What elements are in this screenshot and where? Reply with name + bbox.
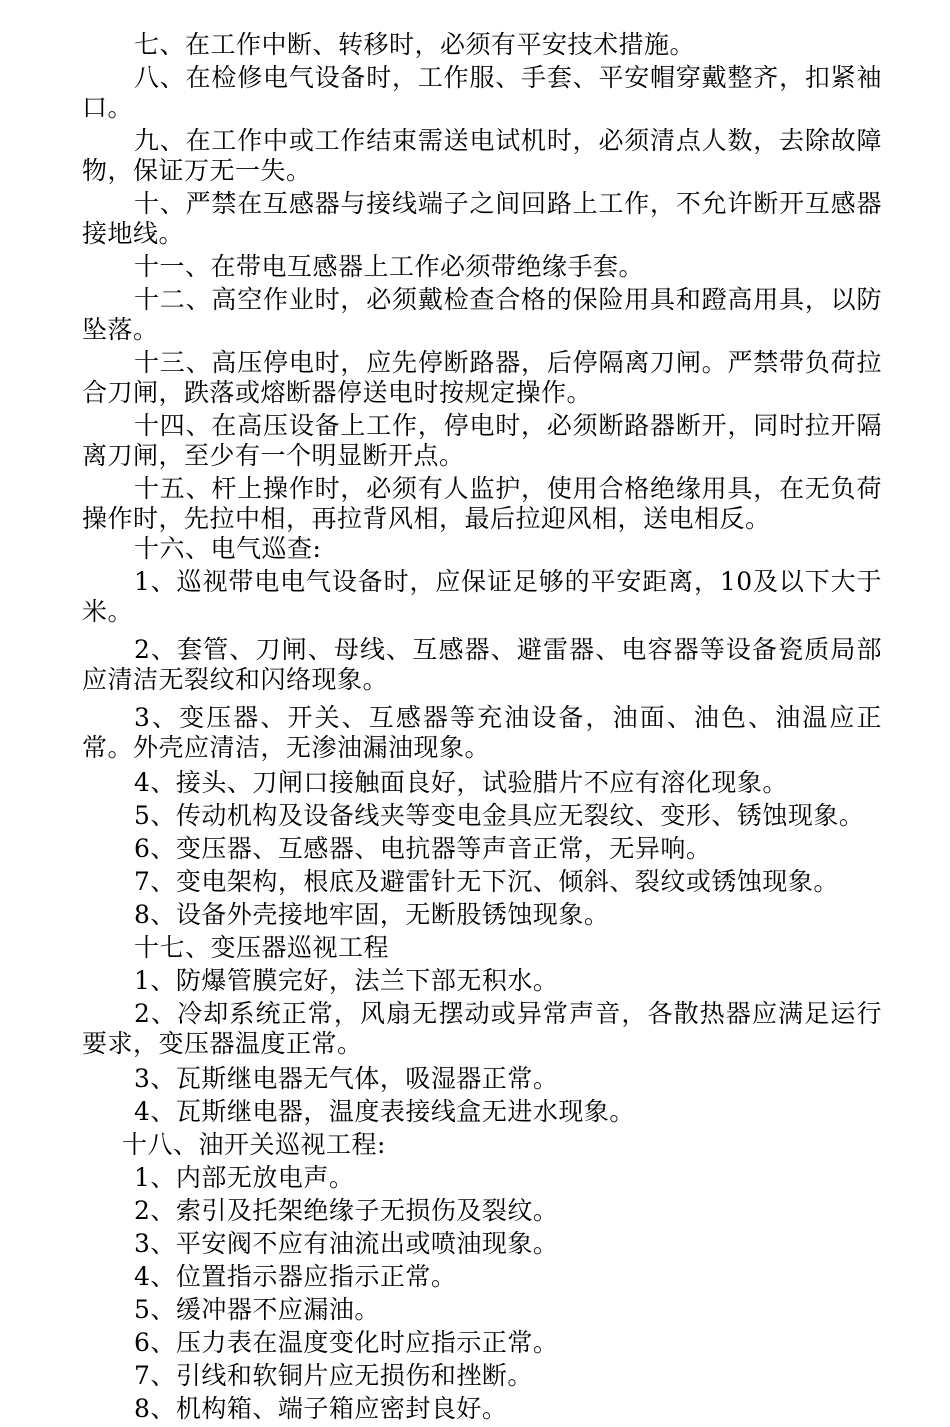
paragraph-11: 十一、在带电互感器上工作必须带绝缘手套。 (134, 252, 645, 281)
inspection-item-2: 2、套管、刀闸、母线、互感器、避雷器、电容器等设备瓷质局部应清洁无裂纹和闪络现象。 (82, 635, 882, 694)
inspection-item-3: 3、变压器、开关、互感器等充油设备，油面、油色、油温应正常。外壳应清洁，无渗油漏油现象。 (82, 703, 882, 762)
switch-item-1: 1、内部无放电声。 (134, 1163, 355, 1192)
paragraph-12: 十二、高空作业时，必须戴检查合格的保险用具和蹬高用具，以防坠落。 (82, 285, 882, 344)
inspection-item-8: 8、设备外壳接地牢固，无断股锈蚀现象。 (134, 900, 610, 929)
paragraph-9: 九、在工作中或工作结束需送电试机时，必须清点人数，去除故障物，保证万无一失。 (82, 126, 882, 185)
switch-item-3: 3、平安阀不应有油流出或喷油现象。 (134, 1229, 559, 1258)
switch-item-6: 6、压力表在温度变化时应指示正常。 (134, 1328, 559, 1357)
transformer-item-4: 4、瓦斯继电器，温度表接线盒无进水现象。 (134, 1097, 635, 1126)
switch-item-7: 7、引线和软铜片应无损伤和挫断。 (134, 1361, 533, 1390)
switch-item-2: 2、索引及托架绝缘子无损伤及裂纹。 (134, 1196, 559, 1225)
paragraph-7: 七、在工作中断、转移时，必须有平安技术措施。 (134, 30, 696, 59)
paragraph-10: 十、严禁在互感器与接线端子之间回路上工作，不允许断开互感器接地线。 (82, 189, 882, 248)
paragraph-8: 八、在检修电气设备时，工作服、手套、平安帽穿戴整齐，扣紧袖口。 (82, 63, 882, 122)
inspection-item-6: 6、变压器、互感器、电抗器等声音正常，无异响。 (134, 834, 712, 863)
inspection-item-5: 5、传动机构及设备线夹等变电金具应无裂纹、变形、锈蚀现象。 (134, 801, 865, 830)
transformer-item-3: 3、瓦斯继电器无气体，吸湿器正常。 (134, 1064, 559, 1093)
inspection-item-4: 4、接头、刀闸口接触面良好，试验腊片不应有溶化现象。 (134, 768, 788, 797)
switch-item-5: 5、缓冲器不应漏油。 (134, 1295, 380, 1324)
paragraph-15: 十五、杆上操作时，必须有人监护，使用合格绝缘用具，在无负荷操作时，先拉中相，再拉背风相，最后拉迎风相，送电相反。 (82, 474, 882, 533)
transformer-item-1: 1、防爆管膜完好，法兰下部无积水。 (134, 966, 559, 995)
inspection-item-7: 7、变电架构，根底及避雷针无下沉、倾斜、裂纹或锈蚀现象。 (134, 867, 839, 896)
switch-item-4: 4、位置指示器应指示正常。 (134, 1262, 457, 1291)
paragraph-17-heading: 十七、变压器巡视工程 (134, 933, 390, 962)
paragraph-13: 十三、高压停电时，应先停断路器，后停隔离刀闸。严禁带负荷拉合刀闸，跌落或熔断器停送电时按规定操作。 (82, 348, 882, 407)
paragraph-18-heading: 十八、油开关巡视工程: (122, 1130, 386, 1159)
document-page (82, 30, 882, 1427)
paragraph-16-heading: 十六、电气巡查: (134, 534, 322, 563)
paragraph-14: 十四、在高压设备上工作，停电时，必须断路器断开，同时拉开隔离刀闸，至少有一个明显断开点。 (82, 411, 882, 470)
inspection-item-1: 1、巡视带电电气设备时，应保证足够的平安距离，10及以下大于米。 (82, 567, 882, 626)
transformer-item-2: 2、冷却系统正常，风扇无摆动或异常声音，各散热器应满足运行要求，变压器温度正常。 (82, 999, 882, 1058)
switch-item-8: 8、机构箱、端子箱应密封良好。 (134, 1394, 508, 1423)
